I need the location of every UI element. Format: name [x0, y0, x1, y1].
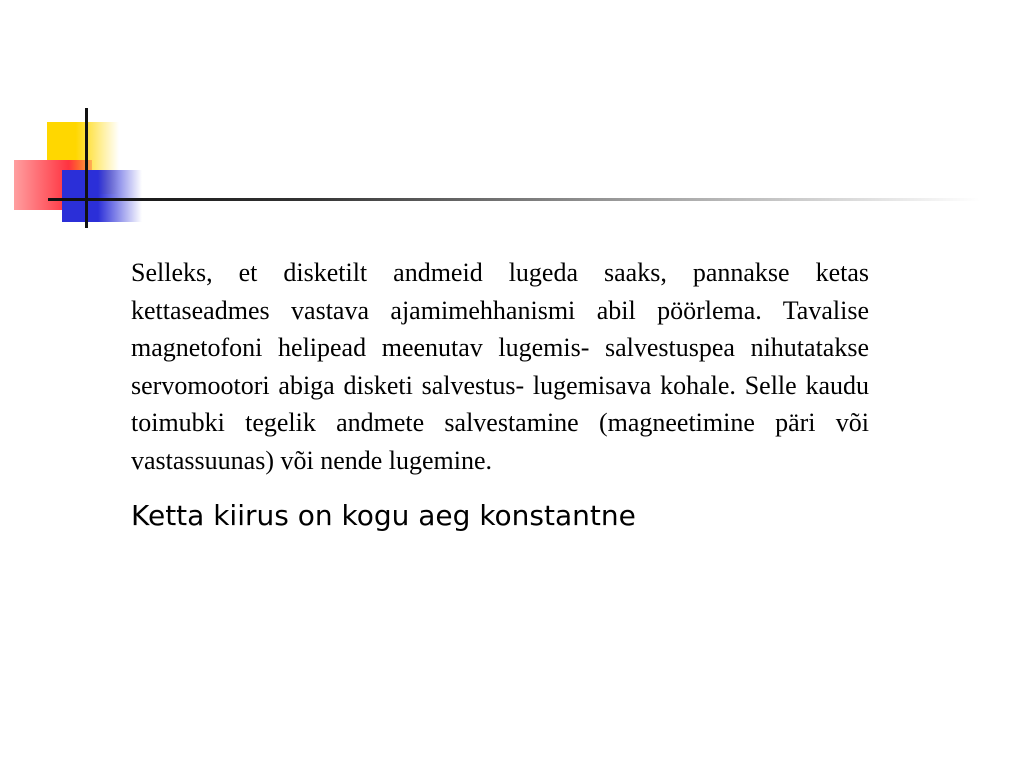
blue-square — [62, 170, 142, 222]
title-divider-line — [80, 198, 980, 201]
decorative-squares-logo — [0, 0, 160, 240]
body-paragraph: Selleks, et disketilt andmeid lugeda saaks, pannakse ketas kettaseadmes vastava ajamimehhanismi abil pöörlema. Tavalise magnetofoni helipead meenutav lugemis- salvestuspea nihutatakse servomootori abiga disketi salvestus- lugemisava kohale. Selle kaudu toimubki tegelik andmete salvestamine (magneetimine päri või vastassuunas) või nende lugemine. — [131, 258, 869, 475]
slide-content — [131, 254, 869, 536]
speed-note: Ketta kiirus on kogu aeg konstantne — [131, 498, 636, 532]
vertical-line — [85, 108, 88, 228]
